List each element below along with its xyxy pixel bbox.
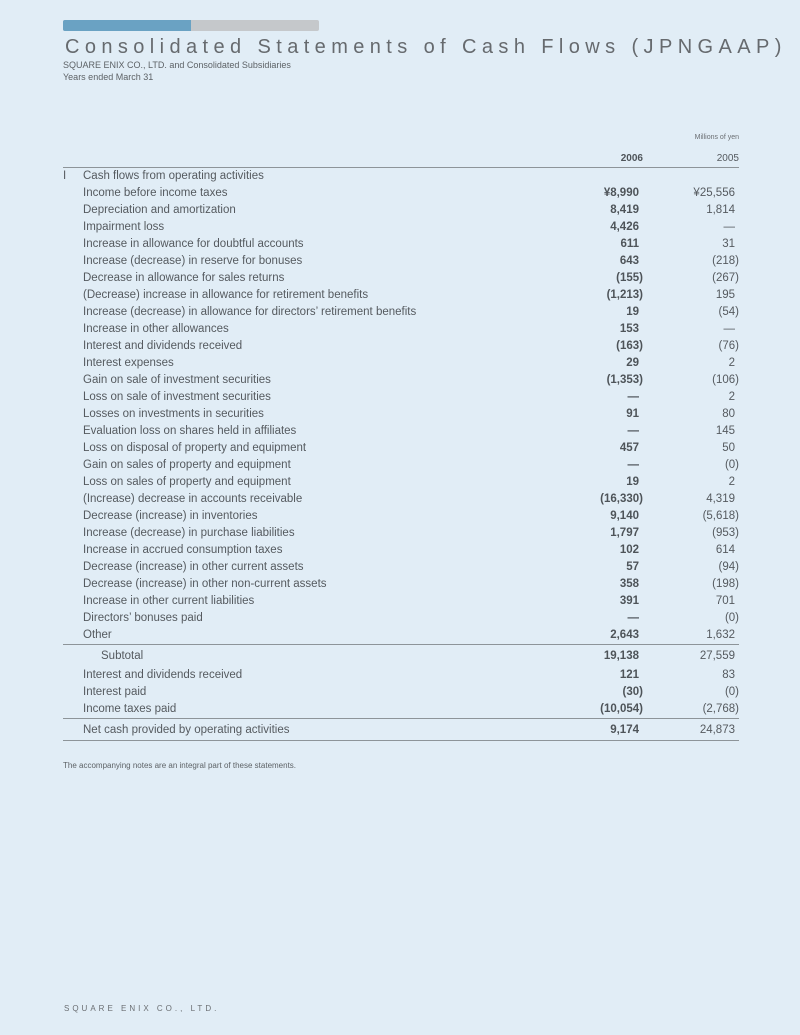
row-label: Increase in other allowances	[83, 323, 229, 335]
table-row	[63, 253, 739, 270]
row-label: Gain on sale of investment securities	[83, 374, 271, 386]
row-label: Decrease (increase) in other non-current assets	[83, 578, 327, 590]
row-label: Gain on sales of property and equipment	[83, 459, 291, 471]
page-title: Consolidated Statements of Cash Flows (JPNGAAP)	[65, 36, 787, 58]
value-2006: 19	[626, 476, 639, 488]
table-row	[63, 491, 739, 508]
row-label: Increase in allowance for doubtful accounts	[83, 238, 304, 250]
value-2005: (106)	[712, 374, 739, 386]
progress-bar	[63, 20, 319, 31]
subtotal-2006: 19,138	[603, 650, 639, 662]
table-row	[63, 219, 739, 236]
value-2005: (218)	[712, 255, 739, 267]
net-cash-2006: 9,174	[610, 724, 639, 736]
value-2006: (30)	[622, 686, 643, 698]
table-row	[63, 559, 739, 576]
table-row	[63, 423, 739, 440]
value-2006: 91	[626, 408, 639, 420]
row-label: Interest expenses	[83, 357, 174, 369]
row-label: Loss on sales of property and equipment	[83, 476, 291, 488]
row-label: Increase (decrease) in allowance for directors’ retirement benefits	[83, 306, 417, 318]
value-2005: ¥25,556	[693, 187, 735, 199]
value-2005: 2	[728, 357, 735, 369]
table-row	[63, 321, 739, 338]
value-2006: (10,054)	[600, 703, 643, 715]
table-row	[63, 202, 739, 219]
table-row	[63, 525, 739, 542]
value-2005: 31	[722, 238, 735, 250]
table-row	[63, 338, 739, 355]
table-row	[63, 372, 739, 389]
row-label: Increase (decrease) in purchase liabilities	[83, 527, 295, 539]
column-header-2005: 2005	[716, 153, 739, 164]
value-2006: 121	[619, 669, 639, 681]
table-row	[63, 576, 739, 593]
row-label: Losses on investments in securities	[83, 408, 264, 420]
value-2005: 1,814	[706, 204, 735, 216]
value-2005: (94)	[718, 561, 739, 573]
value-2006: 8,419	[610, 204, 639, 216]
table-row	[63, 667, 739, 684]
value-2006: 57	[626, 561, 639, 573]
table-row	[63, 389, 739, 406]
value-2006: 1,797	[610, 527, 639, 539]
progress-fill	[63, 20, 191, 31]
value-2005: 1,632	[706, 629, 735, 641]
value-2006: 102	[619, 544, 639, 556]
value-2006: (1,353)	[606, 374, 643, 386]
section-heading: Cash flows from operating activities	[83, 170, 264, 182]
row-label: Interest and dividends received	[83, 669, 243, 681]
subtotal-2005: 27,559	[699, 650, 735, 662]
period-label: Years ended March 31	[63, 72, 154, 82]
value-2006: 457	[619, 442, 639, 454]
value-2006: 19	[626, 306, 639, 318]
table-row	[63, 287, 739, 304]
table-row	[63, 355, 739, 372]
table-row	[63, 508, 739, 525]
value-2005: 50	[722, 442, 735, 454]
value-2006: 643	[619, 255, 639, 267]
row-label: Evaluation loss on shares held in affiliates	[83, 425, 297, 437]
row-label: Income before income taxes	[83, 187, 228, 199]
company-subtitle: SQUARE ENIX CO., LTD. and Consolidated Subsidiaries	[63, 60, 291, 70]
table-row	[63, 593, 739, 610]
value-2006: ¥8,990	[603, 187, 639, 199]
footer-company: SQUARE ENIX CO., LTD.	[64, 1004, 220, 1013]
table-row	[63, 474, 739, 491]
value-2005: —	[723, 323, 735, 335]
value-2005: 2	[728, 476, 735, 488]
table-row	[63, 304, 739, 321]
value-2005: (5,618)	[702, 510, 739, 522]
row-label: Interest paid	[83, 686, 147, 698]
table-row	[63, 406, 739, 423]
value-2005: (0)	[724, 612, 739, 624]
value-2005: 80	[722, 408, 735, 420]
value-2006: 9,140	[610, 510, 639, 522]
value-2006: 358	[619, 578, 639, 590]
row-label: Directors’ bonuses paid	[83, 612, 203, 624]
value-2005: (0)	[724, 686, 739, 698]
value-2005: (2,768)	[702, 703, 739, 715]
cash-flow-table	[63, 150, 739, 741]
value-2006: (163)	[616, 340, 643, 352]
value-2005: 2	[728, 391, 735, 403]
table-row	[63, 684, 739, 701]
value-2006: 391	[619, 595, 639, 607]
row-label: Increase (decrease) in reserve for bonuses	[83, 255, 303, 267]
section-heading-row	[63, 168, 739, 185]
table-row	[63, 440, 739, 457]
value-2006: —	[627, 425, 639, 437]
value-2006: (155)	[616, 272, 643, 284]
value-2005: —	[723, 221, 735, 233]
subtotal-label: Subtotal	[101, 650, 144, 662]
row-label: Decrease in allowance for sales returns	[83, 272, 285, 284]
value-2005: (267)	[712, 272, 739, 284]
table-row	[63, 185, 739, 202]
row-label: Increase in other current liabilities	[83, 595, 255, 607]
row-label: Loss on sale of investment securities	[83, 391, 271, 403]
value-2005: 614	[715, 544, 735, 556]
row-label: Loss on disposal of property and equipment	[83, 442, 307, 454]
table-row	[63, 701, 739, 718]
subtotal-row	[63, 644, 739, 667]
row-label: Increase in accrued consumption taxes	[83, 544, 283, 556]
row-label: Decrease (increase) in inventories	[83, 510, 258, 522]
net-cash-2005: 24,873	[699, 724, 735, 736]
post-subtotal-items	[63, 667, 739, 718]
net-cash-label: Net cash provided by operating activities	[83, 724, 290, 736]
row-label: Impairment loss	[83, 221, 165, 233]
value-2006: 29	[626, 357, 639, 369]
value-2006: —	[627, 459, 639, 471]
value-2005: (54)	[718, 306, 739, 318]
footnote: The accompanying notes are an integral part of these statements.	[63, 761, 297, 770]
column-header-2006: 2006	[620, 153, 643, 164]
value-2006: (16,330)	[600, 493, 643, 505]
row-label: (Decrease) increase in allowance for retirement benefits	[83, 289, 369, 301]
section-marker: I	[63, 170, 67, 182]
value-2005: (76)	[718, 340, 739, 352]
value-2006: 611	[620, 238, 639, 250]
row-label: Income taxes paid	[83, 703, 177, 715]
row-label: Decrease (increase) in other current assets	[83, 561, 304, 573]
value-2005: 701	[715, 595, 735, 607]
units-label: Millions of yen	[694, 134, 739, 141]
row-label: Depreciation and amortization	[83, 204, 236, 216]
value-2006: —	[627, 612, 639, 624]
value-2005: 195	[715, 289, 735, 301]
value-2006: (1,213)	[606, 289, 643, 301]
table-row	[63, 236, 739, 253]
column-header-row	[63, 150, 739, 168]
value-2006: —	[627, 391, 639, 403]
table-row	[63, 627, 739, 644]
table-row	[63, 457, 739, 474]
row-label: Other	[83, 629, 112, 641]
value-2005: (953)	[712, 527, 739, 539]
table-row	[63, 542, 739, 559]
line-items	[63, 185, 739, 644]
value-2006: 153	[619, 323, 639, 335]
value-2005: (0)	[724, 459, 739, 471]
row-label: Interest and dividends received	[83, 340, 243, 352]
value-2006: 2,643	[610, 629, 639, 641]
table-row	[63, 610, 739, 627]
value-2005: 145	[715, 425, 735, 437]
table-row	[63, 270, 739, 287]
row-label: (Increase) decrease in accounts receivable	[83, 493, 303, 505]
value-2005: 83	[722, 669, 735, 681]
value-2006: 4,426	[610, 221, 639, 233]
value-2005: 4,319	[706, 493, 735, 505]
value-2005: (198)	[712, 578, 739, 590]
net-cash-row	[63, 718, 739, 741]
